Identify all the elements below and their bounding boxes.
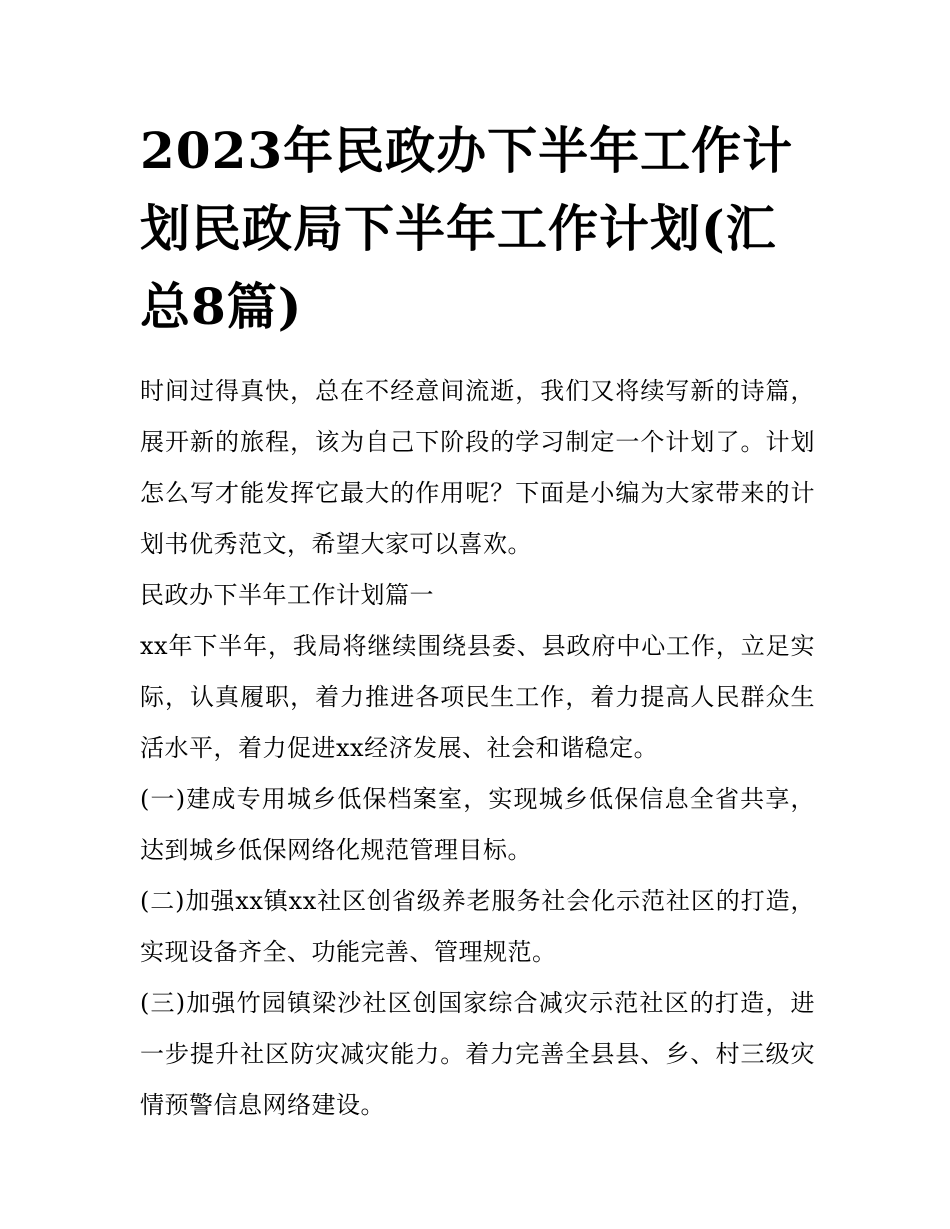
item-paragraph-2: (二)加强xx镇xx社区创省级养老服务社会化示范社区的打造，实现设备齐全、功能完善、管理规范。 <box>140 887 815 966</box>
item-paragraph-1: (一)建成专用城乡低保档案室，实现城乡低保信息全省共享，达到城乡低保网络化规范管理目标。 <box>140 785 815 864</box>
section-heading: 民政办下半年工作计划篇一 <box>140 581 434 609</box>
intro-paragraph: 时间过得真快，总在不经意间流逝，我们又将续写新的诗篇，展开新的旅程，该为自己下阶段的学习制定一个计划了。计划怎么写才能发挥它最大的作用呢？下面是小编为大家带来的计划书优秀范文，希望大家可以喜欢。 <box>140 377 815 558</box>
item-paragraph-3: (三)加强竹园镇梁沙社区创国家综合减灾示范社区的打造，进一步提升社区防灾减灾能力。着力完善全县县、乡、村三级灾情预警信息网络建设。 <box>140 989 815 1119</box>
document-body <box>140 112 815 1131</box>
document-title: 2023年民政办下半年工作计划民政局下半年工作计划(汇总8篇) <box>140 121 794 336</box>
body-paragraph: xx年下半年，我局将继续围绕县委、县政府中心工作，立足实际，认真履职，着力推进各项民生工作，着力提高人民群众生活水平，着力促进xx经济发展、社会和谐稳定。 <box>140 632 815 762</box>
